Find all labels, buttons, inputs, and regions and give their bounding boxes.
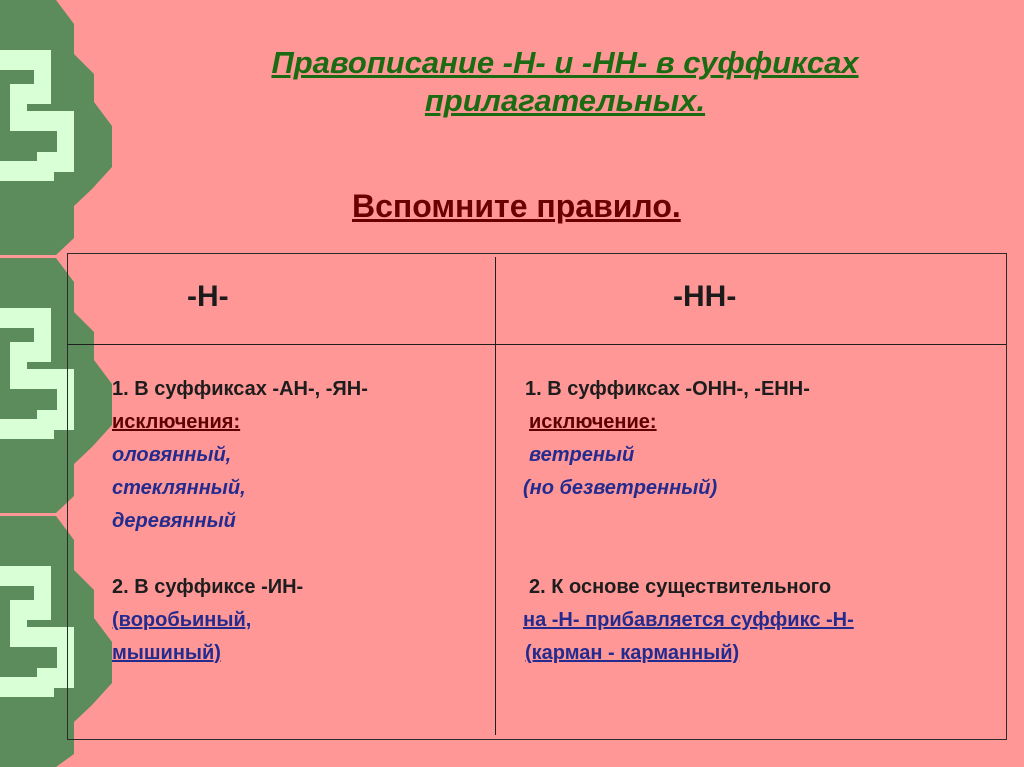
table-column-divider bbox=[495, 257, 496, 735]
right-rule-1: 1. В суффиксах -ОНН-, -ЕНН- bbox=[525, 378, 810, 400]
right-column-header: -НН- bbox=[673, 280, 737, 313]
left-column-header: -Н- bbox=[187, 280, 229, 313]
table-header-divider bbox=[67, 344, 1006, 345]
right-rule-2: 2. К основе существительного bbox=[529, 576, 832, 598]
right-column-content bbox=[523, 373, 973, 670]
slide-title-line-2: прилагательных. bbox=[424, 83, 706, 118]
right-spacer-2 bbox=[523, 538, 973, 571]
left-column-content bbox=[112, 373, 482, 670]
left-exception-2: стеклянный, bbox=[112, 477, 246, 499]
left-example-2: мышиный) bbox=[112, 642, 221, 664]
left-exception-1: оловянный, bbox=[112, 444, 232, 466]
right-exception-2: (но безветренный) bbox=[523, 477, 718, 499]
slide-subtitle: Вспомните правило. bbox=[352, 188, 681, 224]
right-exception-1: ветреный bbox=[529, 444, 635, 466]
right-example-2: (карман - карманный) bbox=[525, 642, 740, 664]
right-example-1: на -Н- прибавляется суффикс -Н- bbox=[523, 609, 854, 631]
left-rule-1: 1. В суффиксах -АН-, -ЯН- bbox=[112, 378, 368, 400]
right-spacer-1 bbox=[523, 505, 973, 538]
left-exception-3: деревянный bbox=[112, 510, 236, 532]
left-exceptions-label: исключения: bbox=[112, 411, 241, 433]
left-example-1: (воробьиный, bbox=[112, 609, 252, 631]
left-spacer bbox=[112, 538, 482, 571]
slide-title bbox=[160, 44, 970, 120]
left-rule-2: 2. В суффиксе -ИН- bbox=[112, 576, 304, 598]
right-exception-label: исключение: bbox=[529, 411, 657, 433]
slide-title-line-1: Правописание -Н- и -НН- в суффиксах bbox=[271, 45, 859, 80]
